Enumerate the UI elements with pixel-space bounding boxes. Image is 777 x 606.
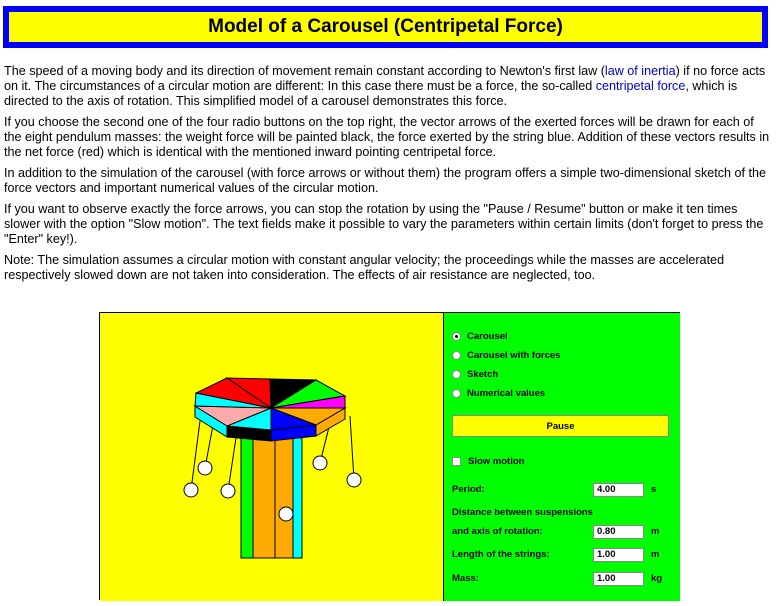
radio-carousel[interactable] xyxy=(452,331,508,342)
p1-text-b: ) if no force acts on it. The circumstances of a circular motion are different: In this case there must be a force, the so-called xyxy=(4,64,766,93)
radio-carousel-with-forces[interactable] xyxy=(452,350,560,361)
radio-indicator[interactable] xyxy=(452,332,461,341)
string-length-label: Length of the strings: xyxy=(452,549,550,560)
pause-button[interactable]: Pause xyxy=(452,415,669,437)
paragraph-1 xyxy=(4,64,770,109)
distance-label-line-2: and axis of rotation: xyxy=(452,526,543,537)
mass-label: Mass: xyxy=(452,573,479,584)
paragraph-3: In addition to the simulation of the carousel (with force arrows or without them) the program offers a simple two-dimensional sketch of the force vectors and important numerical values of the circular motion. xyxy=(4,166,767,195)
radio-label: Numerical values xyxy=(467,388,546,399)
slow-motion-checkbox-row[interactable] xyxy=(452,456,524,467)
distance-input[interactable]: 0.80 xyxy=(593,525,644,539)
radio-indicator[interactable] xyxy=(452,370,461,379)
radio-label: Carousel with forces xyxy=(467,350,561,361)
carousel-drawing xyxy=(100,313,443,601)
paragraph-4: If you want to observe exactly the force arrows, you can stop the rotation by using the "Pause / Resume" button or make it ten times slower with the option "Slow motion". The text fields make it possible to vary the parameters within certain limits (don't forget to press the "Enter" key!). xyxy=(4,202,764,246)
distance-label-line-1: Distance between suspensions xyxy=(452,507,593,518)
period-unit: s xyxy=(651,484,657,495)
paragraph-2: If you choose the second one of the four radio buttons on the top right, the vector arrows of the exerted forces will be drawn for each of the eight pendulum masses: the weight force will be painted black, the force exerted by the string blue. Addition of these vectors results in the net force (red) which is identical with the mentioned inward pointing centripetal force. xyxy=(4,115,770,159)
string-length-unit: m xyxy=(651,549,660,560)
mass-input[interactable]: 1.00 xyxy=(593,572,644,586)
centripetal-force-link[interactable]: centripetal force xyxy=(595,79,686,93)
radio-label: Sketch xyxy=(467,369,499,380)
law-of-inertia-link[interactable]: law of inertia xyxy=(604,64,676,78)
title-banner xyxy=(3,6,768,48)
slow-motion-checkbox[interactable] xyxy=(452,457,461,466)
p1-text-a: The speed of a moving body and its direction of movement remain constant according to Newton's first law ( xyxy=(4,64,605,78)
radio-sketch[interactable] xyxy=(452,369,498,380)
radio-label: Carousel xyxy=(467,331,508,342)
radio-numerical-values[interactable] xyxy=(452,388,545,399)
intro-text xyxy=(4,64,770,289)
paragraph-5: Note: The simulation assumes a circular motion with constant angular velocity; the proceedings while the masses are accelerated respectively slowed down are not taken into consideration. The effects of air resistance are neglected, too. xyxy=(4,253,725,282)
radio-indicator[interactable] xyxy=(452,389,461,398)
radio-indicator[interactable] xyxy=(452,351,461,360)
p1-text-c: , which is directed to the axis of rotation. This simplified model of a carousel demonstrates this force. xyxy=(4,79,738,108)
slow-motion-label: Slow motion xyxy=(468,456,525,467)
mass-unit: kg xyxy=(651,573,663,584)
control-panel xyxy=(443,313,680,601)
period-label: Period: xyxy=(452,484,485,495)
simulation-canvas[interactable] xyxy=(100,313,443,601)
carousel-pole xyxy=(241,438,302,558)
carousel-applet xyxy=(99,312,680,600)
distance-unit: m xyxy=(651,526,660,537)
period-input[interactable]: 4.00 xyxy=(593,483,644,497)
page-title: Model of a Carousel (Centripetal Force) xyxy=(208,16,563,37)
string-length-input[interactable]: 1.00 xyxy=(593,548,644,562)
